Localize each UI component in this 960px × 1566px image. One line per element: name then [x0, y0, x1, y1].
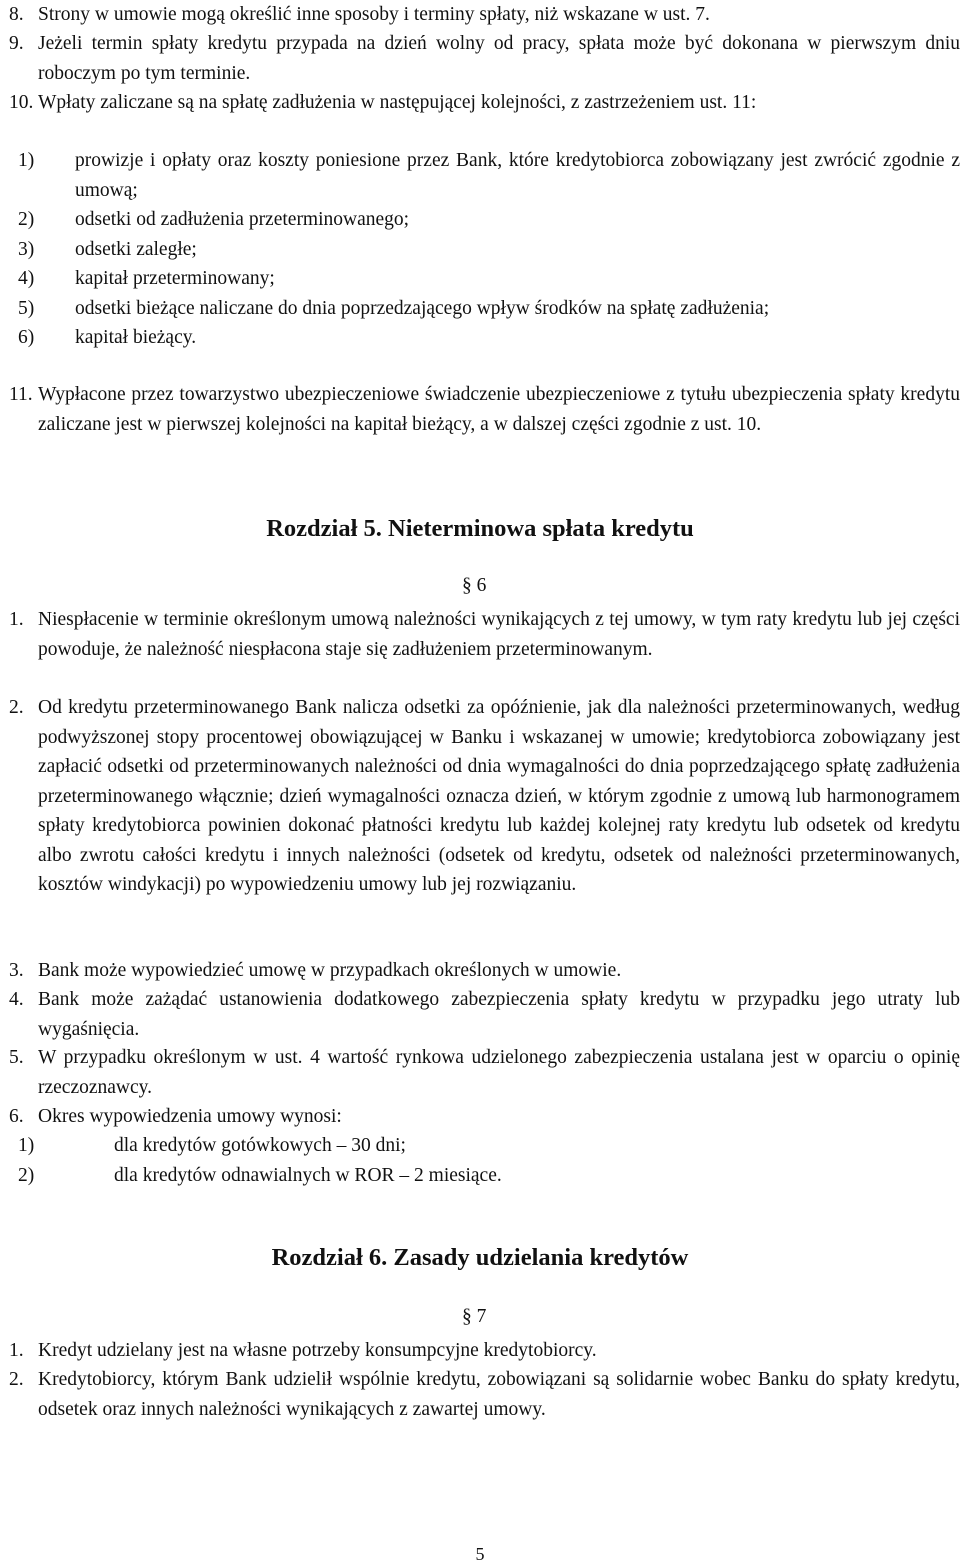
item-text: Niespłacenie w terminie określonym umową należności wynikających z tej umowy, w tym raty kredytu lub jej części powoduje, że należność niespłacona staje się zadłużeniem przeterminowanym. — [38, 609, 960, 660]
item-text: Kredytobiorcy, którym Bank udzielił wspólnie kredytu, zobowiązani są solidarnie wobec Banku do spłaty kredytu, odsetek oraz innych należności wynikających z zawartej umowy. — [38, 1369, 960, 1420]
item-number: 3. — [9, 960, 24, 981]
sublist-text: prowizje i opłaty oraz koszty poniesione przez Bank, które kredytobiorca zobowiązany jest zwrócić zgodnie z umową; — [75, 150, 960, 201]
list-item-11 — [9, 380, 960, 439]
item-text: Okres wypowiedzenia umowy wynosi: — [38, 1106, 342, 1127]
item-text: Bank może wypowiedzieć umowę w przypadkach określonych w umowie. — [38, 960, 622, 981]
item-text: Wypłacone przez towarzystwo ubezpieczeniowe świadczenie ubezpieczeniowe z tytułu ubezpieczenia spłaty kredytu zaliczane jest w pierwszej kolejności na kapitał bieżący, a w dalszej części zgodnie z ust. 10. — [38, 384, 960, 435]
list-item-2 — [9, 1365, 960, 1424]
sublist-text: kapitał bieżący. — [75, 327, 197, 348]
sublist-text: dla kredytów gotówkowych – 30 dni; — [114, 1135, 406, 1156]
item-number: 5. — [9, 1047, 24, 1068]
item-number: 11. — [9, 384, 33, 405]
item-number: 4. — [9, 989, 24, 1010]
item-text: W przypadku określonym w ust. 4 wartość rynkowa udzielonego zabezpieczenia ustalana jest w oparciu o opinię rzeczoznawcy. — [38, 1047, 960, 1098]
list-item-6 — [9, 1102, 960, 1132]
list-item-1 — [9, 605, 960, 664]
chapter-5-heading: Rozdział 5. Nieterminowa spłata kredytu — [266, 515, 694, 542]
sublist-number: 2) — [18, 1164, 35, 1186]
sublist-item — [9, 264, 960, 294]
sublist-item — [9, 1161, 960, 1191]
sublist-item — [9, 294, 960, 324]
section-7-label — [462, 1306, 486, 1328]
page-number: 5 — [475, 1544, 485, 1564]
sublist-text: odsetki zaległe; — [75, 238, 197, 260]
section-number: 6 — [476, 575, 487, 596]
sublist-number: 4) — [18, 268, 35, 289]
item-number: 2. — [9, 697, 24, 718]
section-sign: § — [462, 575, 472, 596]
item-text: Bank może zażądać ustanowienia dodatkowego zabezpieczenia spłaty kredytu w przypadku jego utraty lub wygaśnięcia. — [38, 989, 960, 1040]
list-item-1 — [9, 1336, 960, 1366]
item-number: 2. — [9, 1369, 24, 1390]
sublist-number: 1) — [18, 150, 35, 171]
sublist-notice-period — [9, 1131, 960, 1190]
item-number: 1. — [9, 1340, 24, 1361]
section-sign: § — [462, 1306, 472, 1327]
sublist-item — [9, 235, 960, 265]
item-text: Strony w umowie mogą określić inne sposoby i terminy spłaty, niż wskazane w ust. 7. — [38, 4, 710, 25]
item-number: 10. — [9, 92, 34, 113]
item-number: 1. — [9, 609, 24, 630]
section-number: 7 — [476, 1306, 487, 1327]
sublist-text: odsetki bieżące naliczane do dnia poprzedzającego wpływ środków na spłatę zadłużenia; — [75, 297, 770, 319]
sublist-number: 3) — [18, 238, 35, 260]
item-text: Od kredytu przeterminowanego Bank nalicza odsetki za opóźnienie, jak dla należności przeterminowanych, według podwyższonej stopy procentowej obowiązującej w Banku i wskazanej w umowie; kredytobiorca zobowiązany jest zapłacić odsetki od przeterminowanych należności od dnia wymagalności do dnia poprzedzającego spłatę zadłużenia przeterminowanego włącznie; dzień wymagalności oznacza dzień, w którym zgodnie z umową lub harmonogramem spłaty kredytobiorca powinien dokonać płatności kredytu lub każdej kolejnej raty kredytu lub odsetek od kredytu albo zwrotu całości kredytu i innych należności (odsetek od kredytu, odsetek od należności przeterminowanych, kosztów windykacji) po wypowiedzeniu umowy lub jej rozwiązaniu. — [38, 697, 960, 895]
sublist-text: dla kredytów odnawialnych w ROR – 2 miesiące. — [114, 1164, 502, 1186]
sublist-item — [9, 323, 960, 353]
chapter-6-heading: Rozdział 6. Zasady udzielania kredytów — [271, 1244, 689, 1271]
sublist-number: 5) — [18, 297, 35, 319]
sublist-number: 6) — [18, 327, 35, 348]
list-item-4 — [9, 985, 960, 1044]
item-number: 9. — [9, 33, 24, 54]
item-text: Wpłaty zaliczane są na spłatę zadłużenia w następującej kolejności, z zastrzeżeniem ust. 11: — [38, 92, 757, 113]
sublist-item — [9, 1131, 960, 1161]
item-number: 8. — [9, 4, 24, 25]
sublist-text: odsetki od zadłużenia przeterminowanego; — [75, 209, 410, 230]
list-item-2 — [9, 693, 960, 900]
item-text: Jeżeli termin spłaty kredytu przypada na dzień wolny od pracy, spłata może być dokonana w pierwszym dniu roboczym po tym terminie. — [38, 33, 960, 84]
sublist-item — [9, 146, 960, 205]
list-item-8 — [9, 0, 960, 30]
list-item-5 — [9, 1043, 960, 1102]
item-number: 6. — [9, 1106, 24, 1127]
sublist-number: 1) — [18, 1135, 35, 1156]
section-6-label — [462, 575, 486, 597]
sublist-repayment-order — [9, 146, 960, 353]
list-item-3 — [9, 956, 960, 986]
item-text: Kredyt udzielany jest na własne potrzeby konsumpcyjne kredytobiorcy. — [38, 1340, 597, 1361]
sublist-text: kapitał przeterminowany; — [75, 268, 275, 289]
list-item-9 — [9, 29, 960, 88]
list-item-10 — [9, 88, 960, 118]
sublist-item — [9, 205, 960, 235]
sublist-number: 2) — [18, 209, 35, 230]
